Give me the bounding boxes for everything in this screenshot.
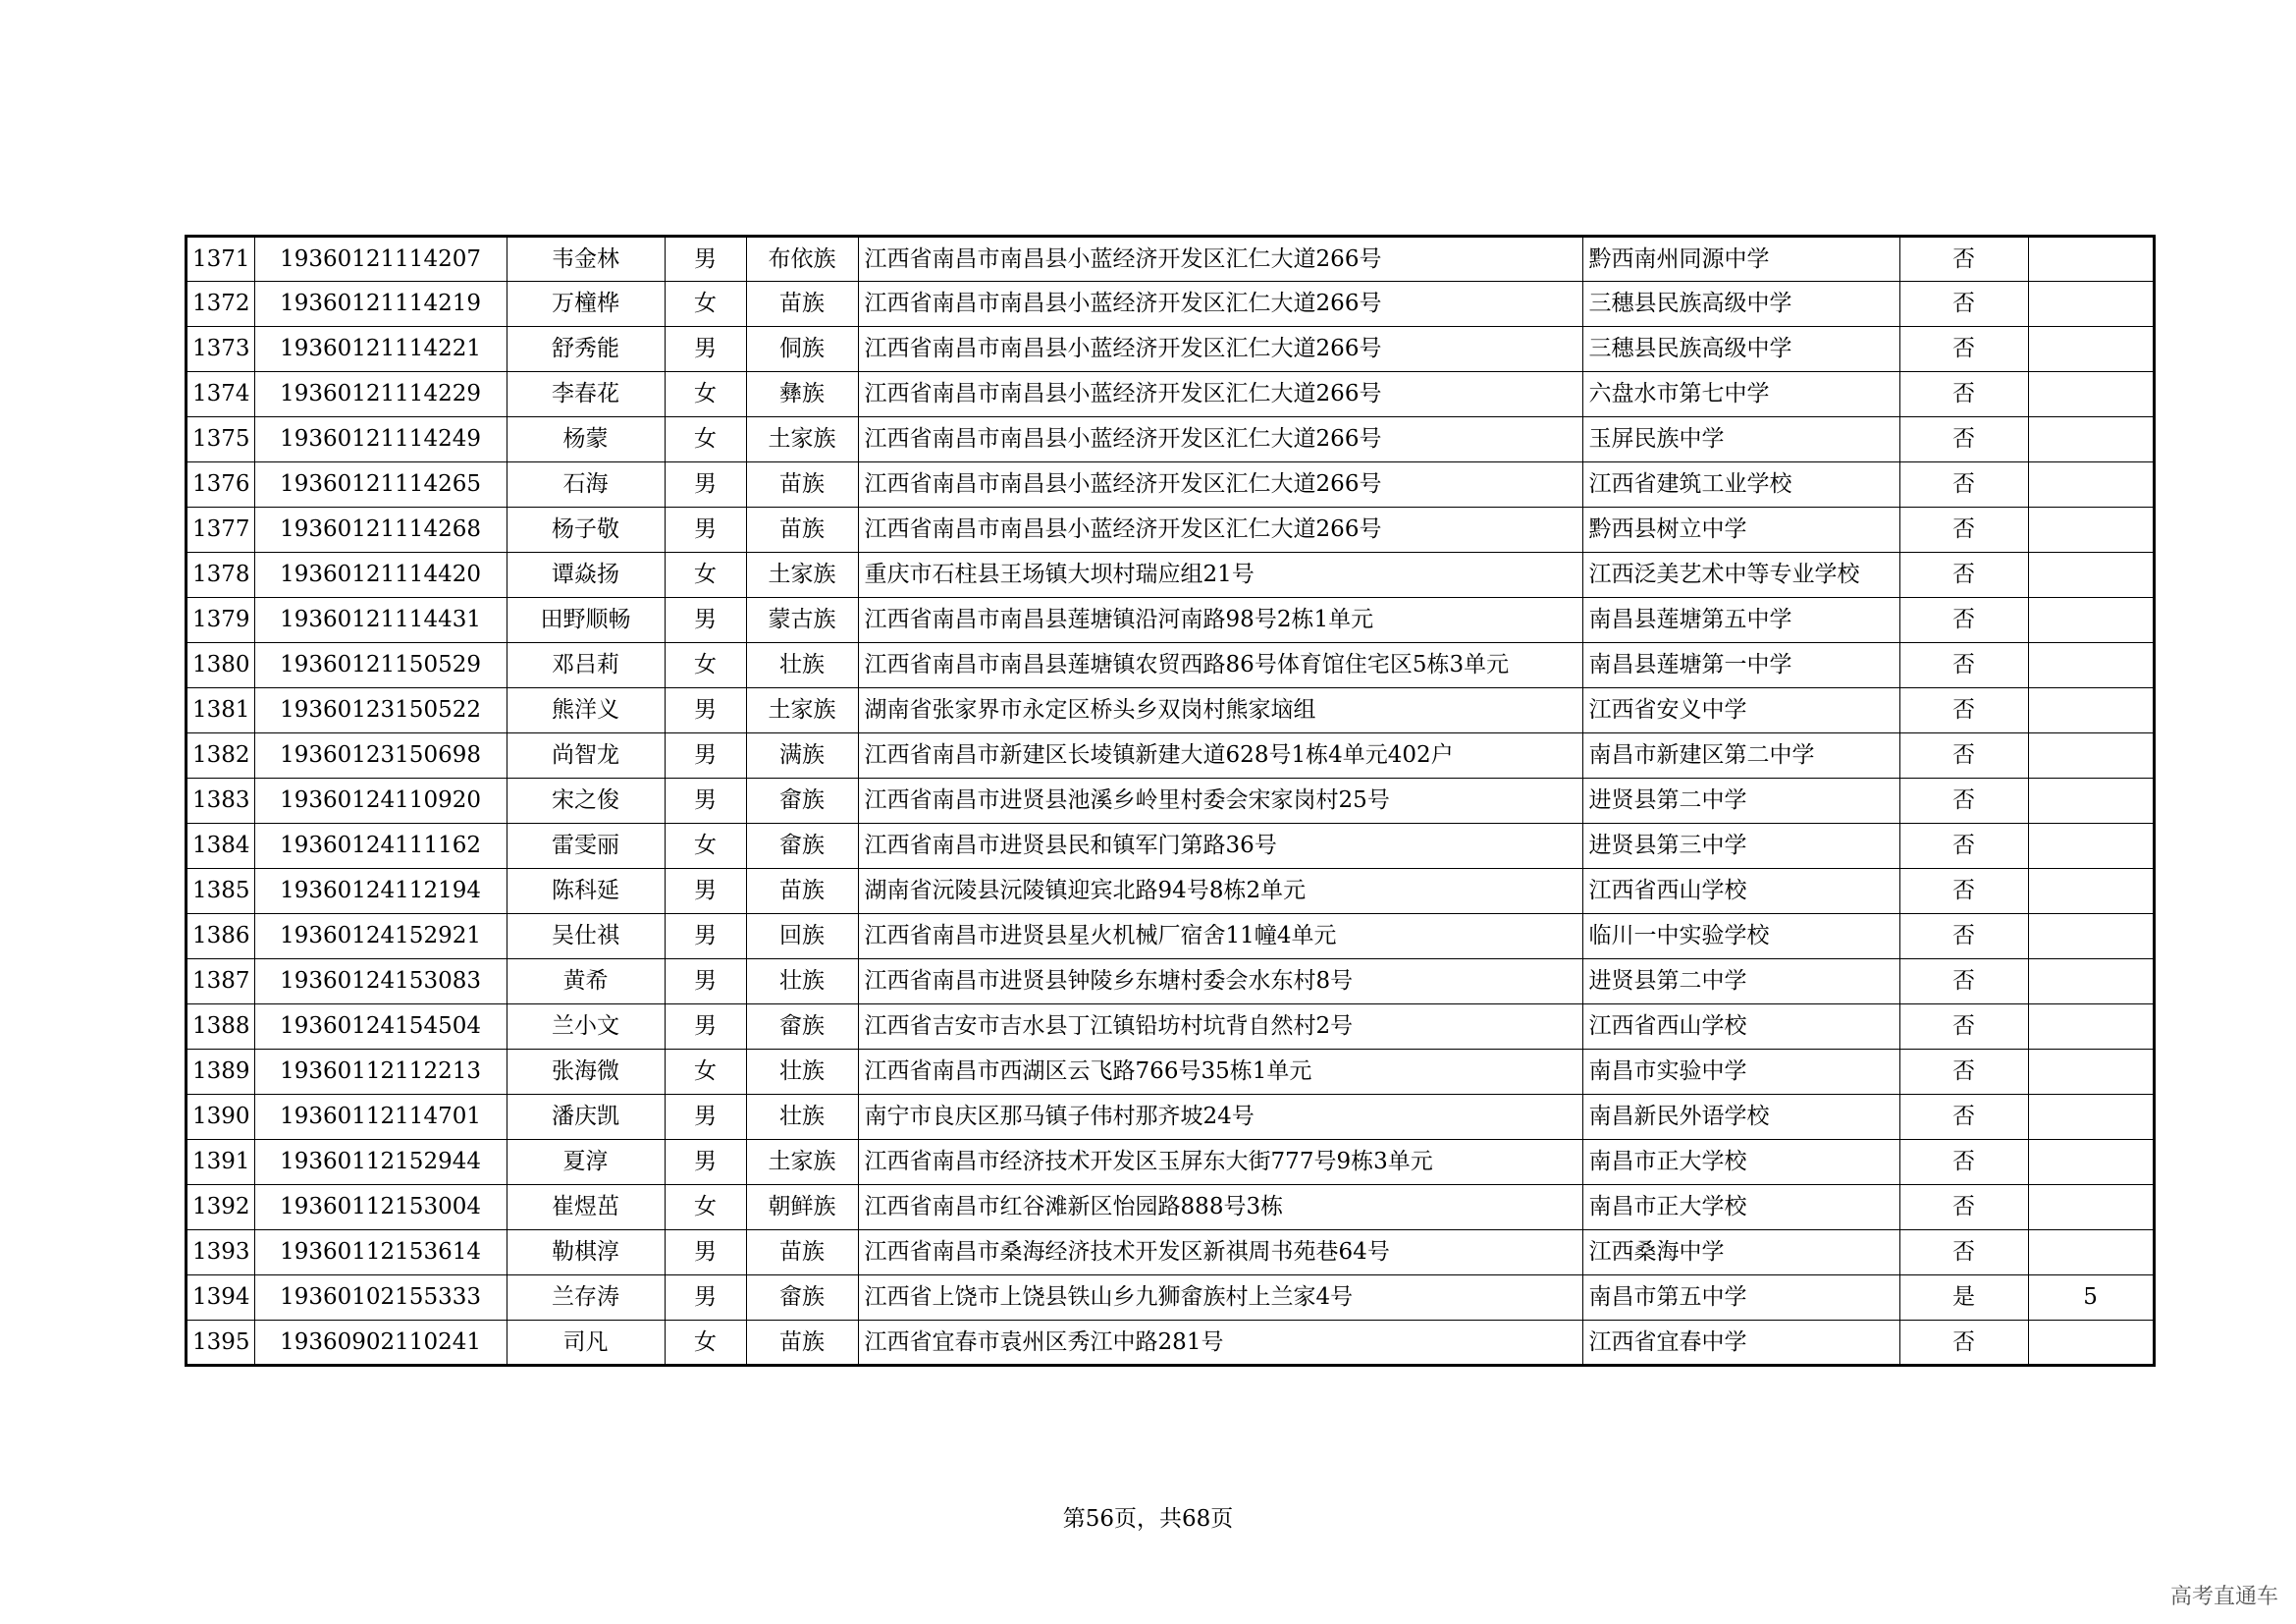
extra-value-cell: 5 [2028, 1275, 2154, 1321]
gender-cell: 男 [665, 1275, 746, 1321]
student-name-cell: 杨蒙 [507, 417, 665, 462]
row-number-cell: 1373 [187, 327, 255, 372]
school-cell: 南昌市实验中学 [1582, 1050, 1899, 1095]
school-cell: 临川一中实验学校 [1582, 914, 1899, 959]
row-number-cell: 1392 [187, 1185, 255, 1230]
table-row [187, 372, 2155, 417]
flag-cell: 否 [1899, 417, 2028, 462]
ethnicity-cell: 土家族 [746, 417, 858, 462]
student-name-cell: 熊洋义 [507, 688, 665, 733]
student-name-cell: 张海微 [507, 1050, 665, 1095]
row-number-cell: 1384 [187, 824, 255, 869]
row-number-cell: 1391 [187, 1140, 255, 1185]
extra-value-cell [2028, 1004, 2154, 1050]
table-row [187, 869, 2155, 914]
exam-id-cell: 19360121114219 [254, 282, 507, 327]
flag-cell: 是 [1899, 1275, 2028, 1321]
flag-cell: 否 [1899, 1050, 2028, 1095]
school-cell: 三穗县民族高级中学 [1582, 282, 1899, 327]
exam-id-cell: 19360121114229 [254, 372, 507, 417]
address-cell: 江西省南昌市桑海经济技术开发区新祺周书苑巷64号 [858, 1230, 1582, 1275]
flag-cell: 否 [1899, 779, 2028, 824]
flag-cell: 否 [1899, 237, 2028, 282]
school-cell: 黔西南州同源中学 [1582, 237, 1899, 282]
ethnicity-cell: 壮族 [746, 959, 858, 1004]
gender-cell: 男 [665, 237, 746, 282]
flag-cell: 否 [1899, 282, 2028, 327]
address-cell: 江西省南昌市南昌县小蓝经济开发区汇仁大道266号 [858, 417, 1582, 462]
table-row [187, 508, 2155, 553]
extra-value-cell [2028, 1050, 2154, 1095]
ethnicity-cell: 土家族 [746, 688, 858, 733]
school-cell: 江西省西山学校 [1582, 1004, 1899, 1050]
school-cell: 南昌新民外语学校 [1582, 1095, 1899, 1140]
table-row [187, 1185, 2155, 1230]
address-cell: 重庆市石柱县王场镇大坝村瑞应组21号 [858, 553, 1582, 598]
ethnicity-cell: 朝鲜族 [746, 1185, 858, 1230]
exam-id-cell: 19360112114701 [254, 1095, 507, 1140]
school-cell: 江西省建筑工业学校 [1582, 462, 1899, 508]
extra-value-cell [2028, 914, 2154, 959]
extra-value-cell [2028, 372, 2154, 417]
ethnicity-cell: 苗族 [746, 869, 858, 914]
gender-cell: 男 [665, 869, 746, 914]
gender-cell: 男 [665, 1095, 746, 1140]
row-number-cell: 1386 [187, 914, 255, 959]
address-cell: 江西省南昌市进贤县钟陵乡东塘村委会水东村8号 [858, 959, 1582, 1004]
address-cell: 江西省南昌市红谷滩新区怡园路888号3栋 [858, 1185, 1582, 1230]
table-row [187, 1095, 2155, 1140]
row-number-cell: 1379 [187, 598, 255, 643]
gender-cell: 男 [665, 462, 746, 508]
flag-cell: 否 [1899, 1321, 2028, 1366]
address-cell: 江西省南昌市南昌县小蓝经济开发区汇仁大道266号 [858, 508, 1582, 553]
table-row [187, 1004, 2155, 1050]
student-name-cell: 尚智龙 [507, 733, 665, 779]
address-cell: 江西省南昌市南昌县小蓝经济开发区汇仁大道266号 [858, 327, 1582, 372]
ethnicity-cell: 畲族 [746, 1275, 858, 1321]
student-name-cell: 李春花 [507, 372, 665, 417]
school-cell: 进贤县第二中学 [1582, 779, 1899, 824]
exam-id-cell: 19360121114431 [254, 598, 507, 643]
ethnicity-cell: 苗族 [746, 462, 858, 508]
table-row [187, 914, 2155, 959]
address-cell: 湖南省张家界市永定区桥头乡双岗村熊家垴组 [858, 688, 1582, 733]
school-cell: 南昌市新建区第二中学 [1582, 733, 1899, 779]
student-list-table [185, 235, 2156, 1367]
row-number-cell: 1395 [187, 1321, 255, 1366]
exam-id-cell: 19360124112194 [254, 869, 507, 914]
ethnicity-cell: 苗族 [746, 1230, 858, 1275]
exam-id-cell: 19360112153614 [254, 1230, 507, 1275]
ethnicity-cell: 回族 [746, 914, 858, 959]
exam-id-cell: 19360112152944 [254, 1140, 507, 1185]
address-cell: 江西省南昌市南昌县莲塘镇农贸西路86号体育馆住宅区5栋3单元 [858, 643, 1582, 688]
gender-cell: 女 [665, 1185, 746, 1230]
student-name-cell: 陈科延 [507, 869, 665, 914]
flag-cell: 否 [1899, 508, 2028, 553]
extra-value-cell [2028, 327, 2154, 372]
ethnicity-cell: 壮族 [746, 643, 858, 688]
student-name-cell: 宋之俊 [507, 779, 665, 824]
gender-cell: 女 [665, 1050, 746, 1095]
exam-id-cell: 19360124110920 [254, 779, 507, 824]
exam-id-cell: 19360123150522 [254, 688, 507, 733]
exam-id-cell: 19360124154504 [254, 1004, 507, 1050]
ethnicity-cell: 布依族 [746, 237, 858, 282]
flag-cell: 否 [1899, 1140, 2028, 1185]
page-number: 第56页，共68页 [1062, 1506, 1234, 1532]
extra-value-cell [2028, 462, 2154, 508]
extra-value-cell [2028, 1140, 2154, 1185]
exam-id-cell: 19360124152921 [254, 914, 507, 959]
table-body [187, 237, 2155, 1366]
extra-value-cell [2028, 824, 2154, 869]
gender-cell: 男 [665, 914, 746, 959]
row-number-cell: 1394 [187, 1275, 255, 1321]
gender-cell: 女 [665, 1321, 746, 1366]
exam-id-cell: 19360121114249 [254, 417, 507, 462]
school-cell: 黔西县树立中学 [1582, 508, 1899, 553]
address-cell: 江西省南昌市经济技术开发区玉屏东大街777号9栋3单元 [858, 1140, 1582, 1185]
student-name-cell: 邓吕莉 [507, 643, 665, 688]
address-cell: 江西省南昌市南昌县莲塘镇沿河南路98号2栋1单元 [858, 598, 1582, 643]
student-name-cell: 崔煜茁 [507, 1185, 665, 1230]
flag-cell: 否 [1899, 327, 2028, 372]
student-name-cell: 兰小文 [507, 1004, 665, 1050]
address-cell: 江西省吉安市吉水县丁江镇铅坊村坑背自然村2号 [858, 1004, 1582, 1050]
address-cell: 江西省宜春市袁州区秀江中路281号 [858, 1321, 1582, 1366]
extra-value-cell [2028, 869, 2154, 914]
flag-cell: 否 [1899, 688, 2028, 733]
school-cell: 江西桑海中学 [1582, 1230, 1899, 1275]
exam-id-cell: 19360123150698 [254, 733, 507, 779]
row-number-cell: 1382 [187, 733, 255, 779]
watermark-logo: 高考直通车 [2169, 1585, 2278, 1609]
school-cell: 南昌市正大学校 [1582, 1140, 1899, 1185]
gender-cell: 女 [665, 824, 746, 869]
flag-cell: 否 [1899, 733, 2028, 779]
table-row [187, 779, 2155, 824]
flag-cell: 否 [1899, 372, 2028, 417]
gender-cell: 女 [665, 282, 746, 327]
ethnicity-cell: 壮族 [746, 1095, 858, 1140]
ethnicity-cell: 畲族 [746, 1004, 858, 1050]
ethnicity-cell: 苗族 [746, 508, 858, 553]
gender-cell: 女 [665, 553, 746, 598]
ethnicity-cell: 壮族 [746, 1050, 858, 1095]
exam-id-cell: 19360112153004 [254, 1185, 507, 1230]
row-number-cell: 1393 [187, 1230, 255, 1275]
row-number-cell: 1380 [187, 643, 255, 688]
extra-value-cell [2028, 237, 2154, 282]
row-number-cell: 1389 [187, 1050, 255, 1095]
exam-id-cell: 19360121114221 [254, 327, 507, 372]
ethnicity-cell: 蒙古族 [746, 598, 858, 643]
exam-id-cell: 19360121114268 [254, 508, 507, 553]
school-cell: 江西省安义中学 [1582, 688, 1899, 733]
row-number-cell: 1381 [187, 688, 255, 733]
flag-cell: 否 [1899, 643, 2028, 688]
flag-cell: 否 [1899, 959, 2028, 1004]
ethnicity-cell: 苗族 [746, 1321, 858, 1366]
address-cell: 江西省上饶市上饶县铁山乡九狮畲族村上兰家4号 [858, 1275, 1582, 1321]
table-row [187, 1140, 2155, 1185]
student-name-cell: 韦金林 [507, 237, 665, 282]
extra-value-cell [2028, 959, 2154, 1004]
exam-id-cell: 19360124111162 [254, 824, 507, 869]
exam-id-cell: 19360902110241 [254, 1321, 507, 1366]
gender-cell: 男 [665, 959, 746, 1004]
gender-cell: 女 [665, 643, 746, 688]
address-cell: 江西省南昌市新建区长堎镇新建大道628号1栋4单元402户 [858, 733, 1582, 779]
row-number-cell: 1372 [187, 282, 255, 327]
student-name-cell: 谭焱扬 [507, 553, 665, 598]
student-name-cell: 兰存涛 [507, 1275, 665, 1321]
table-row [187, 1275, 2155, 1321]
student-name-cell: 石海 [507, 462, 665, 508]
gender-cell: 男 [665, 508, 746, 553]
address-cell: 江西省南昌市南昌县小蓝经济开发区汇仁大道266号 [858, 462, 1582, 508]
school-cell: 六盘水市第七中学 [1582, 372, 1899, 417]
ethnicity-cell: 侗族 [746, 327, 858, 372]
gender-cell: 女 [665, 417, 746, 462]
student-name-cell: 田野顺畅 [507, 598, 665, 643]
row-number-cell: 1385 [187, 869, 255, 914]
student-name-cell: 杨子敬 [507, 508, 665, 553]
address-cell: 湖南省沅陵县沅陵镇迎宾北路94号8栋2单元 [858, 869, 1582, 914]
extra-value-cell [2028, 1230, 2154, 1275]
flag-cell: 否 [1899, 824, 2028, 869]
gender-cell: 女 [665, 372, 746, 417]
row-number-cell: 1376 [187, 462, 255, 508]
ethnicity-cell: 土家族 [746, 553, 858, 598]
address-cell: 江西省南昌市进贤县民和镇军门第路36号 [858, 824, 1582, 869]
exam-id-cell: 19360121114265 [254, 462, 507, 508]
address-cell: 南宁市良庆区那马镇子伟村那齐坡24号 [858, 1095, 1582, 1140]
ethnicity-cell: 满族 [746, 733, 858, 779]
table-row [187, 327, 2155, 372]
extra-value-cell [2028, 1321, 2154, 1366]
extra-value-cell [2028, 553, 2154, 598]
exam-id-cell: 19360121114420 [254, 553, 507, 598]
flag-cell: 否 [1899, 1095, 2028, 1140]
extra-value-cell [2028, 508, 2154, 553]
school-cell: 南昌市第五中学 [1582, 1275, 1899, 1321]
extra-value-cell [2028, 1095, 2154, 1140]
school-cell: 进贤县第三中学 [1582, 824, 1899, 869]
flag-cell: 否 [1899, 914, 2028, 959]
exam-id-cell: 19360121150529 [254, 643, 507, 688]
student-name-cell: 舒秀能 [507, 327, 665, 372]
student-name-cell: 潘庆凯 [507, 1095, 665, 1140]
row-number-cell: 1387 [187, 959, 255, 1004]
extra-value-cell [2028, 598, 2154, 643]
row-number-cell: 1375 [187, 417, 255, 462]
flag-cell: 否 [1899, 1004, 2028, 1050]
extra-value-cell [2028, 779, 2154, 824]
ethnicity-cell: 畲族 [746, 779, 858, 824]
exam-id-cell: 19360124153083 [254, 959, 507, 1004]
row-number-cell: 1390 [187, 1095, 255, 1140]
address-cell: 江西省南昌市南昌县小蓝经济开发区汇仁大道266号 [858, 282, 1582, 327]
student-name-cell: 万橦桦 [507, 282, 665, 327]
student-name-cell: 夏淳 [507, 1140, 665, 1185]
student-name-cell: 司凡 [507, 1321, 665, 1366]
row-number-cell: 1378 [187, 553, 255, 598]
address-cell: 江西省南昌市南昌县小蓝经济开发区汇仁大道266号 [858, 372, 1582, 417]
school-cell: 南昌县莲塘第一中学 [1582, 643, 1899, 688]
student-name-cell: 吴仕祺 [507, 914, 665, 959]
row-number-cell: 1377 [187, 508, 255, 553]
flag-cell: 否 [1899, 462, 2028, 508]
gender-cell: 男 [665, 598, 746, 643]
school-cell: 进贤县第二中学 [1582, 959, 1899, 1004]
flag-cell: 否 [1899, 1185, 2028, 1230]
table-row [187, 824, 2155, 869]
table-row [187, 237, 2155, 282]
school-cell: 江西省西山学校 [1582, 869, 1899, 914]
school-cell: 南昌市正大学校 [1582, 1185, 1899, 1230]
table-row [187, 553, 2155, 598]
student-name-cell: 雷雯丽 [507, 824, 665, 869]
flag-cell: 否 [1899, 598, 2028, 643]
table-row [187, 643, 2155, 688]
ethnicity-cell: 畲族 [746, 824, 858, 869]
exam-id-cell: 19360112112213 [254, 1050, 507, 1095]
row-number-cell: 1371 [187, 237, 255, 282]
extra-value-cell [2028, 282, 2154, 327]
row-number-cell: 1383 [187, 779, 255, 824]
ethnicity-cell: 彝族 [746, 372, 858, 417]
student-name-cell: 勒棋淳 [507, 1230, 665, 1275]
table-row [187, 1050, 2155, 1095]
extra-value-cell [2028, 643, 2154, 688]
gender-cell: 男 [665, 779, 746, 824]
exam-id-cell: 19360102155333 [254, 1275, 507, 1321]
address-cell: 江西省南昌市西湖区云飞路766号35栋1单元 [858, 1050, 1582, 1095]
table-row [187, 1230, 2155, 1275]
table-row [187, 598, 2155, 643]
gender-cell: 男 [665, 1140, 746, 1185]
flag-cell: 否 [1899, 1230, 2028, 1275]
ethnicity-cell: 苗族 [746, 282, 858, 327]
extra-value-cell [2028, 1185, 2154, 1230]
school-cell: 江西省宜春中学 [1582, 1321, 1899, 1366]
gender-cell: 男 [665, 327, 746, 372]
table-row [187, 688, 2155, 733]
exam-id-cell: 19360121114207 [254, 237, 507, 282]
student-name-cell: 黄希 [507, 959, 665, 1004]
row-number-cell: 1388 [187, 1004, 255, 1050]
address-cell: 江西省南昌市南昌县小蓝经济开发区汇仁大道266号 [858, 237, 1582, 282]
address-cell: 江西省南昌市进贤县星火机械厂宿舍11幢4单元 [858, 914, 1582, 959]
school-cell: 三穗县民族高级中学 [1582, 327, 1899, 372]
table-row [187, 733, 2155, 779]
school-cell: 玉屏民族中学 [1582, 417, 1899, 462]
row-number-cell: 1374 [187, 372, 255, 417]
flag-cell: 否 [1899, 553, 2028, 598]
extra-value-cell [2028, 688, 2154, 733]
address-cell: 江西省南昌市进贤县池溪乡岭里村委会宋家岗村25号 [858, 779, 1582, 824]
table-row [187, 959, 2155, 1004]
table-row [187, 462, 2155, 508]
extra-value-cell [2028, 417, 2154, 462]
flag-cell: 否 [1899, 869, 2028, 914]
school-cell: 江西泛美艺术中等专业学校 [1582, 553, 1899, 598]
gender-cell: 男 [665, 733, 746, 779]
table-row [187, 1321, 2155, 1366]
school-cell: 南昌县莲塘第五中学 [1582, 598, 1899, 643]
table-row [187, 417, 2155, 462]
gender-cell: 男 [665, 1004, 746, 1050]
gender-cell: 男 [665, 688, 746, 733]
ethnicity-cell: 土家族 [746, 1140, 858, 1185]
table-row [187, 282, 2155, 327]
gender-cell: 男 [665, 1230, 746, 1275]
extra-value-cell [2028, 733, 2154, 779]
